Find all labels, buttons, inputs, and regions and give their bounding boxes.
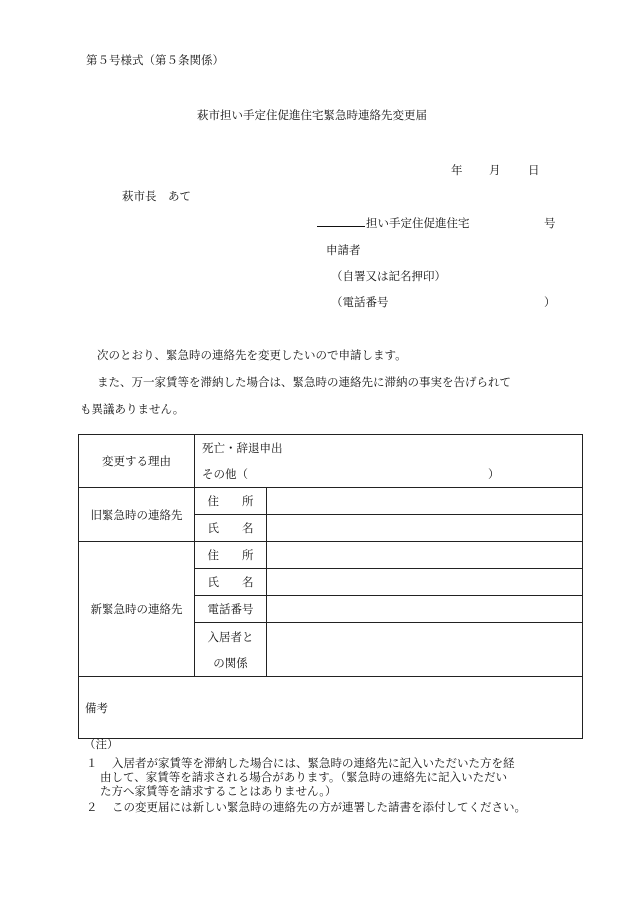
old-address-label: 住 所 xyxy=(195,488,267,515)
reason-other-close: ） xyxy=(488,467,500,481)
housing-number-blank[interactable] xyxy=(317,216,365,227)
new-relation-field[interactable] xyxy=(267,623,583,677)
contact-change-table xyxy=(78,434,583,739)
note-1-line-1: 入居者が家賃等を滞納した場合には、緊急時の連絡先に記入いただいた方を経 xyxy=(112,756,515,770)
phone-label: （電話番号 xyxy=(331,295,389,309)
new-name-field[interactable] xyxy=(267,569,583,596)
old-name-field[interactable] xyxy=(267,515,583,542)
old-name-label: 氏 名 xyxy=(195,515,267,542)
remarks-row xyxy=(79,677,583,739)
new-phone-field[interactable] xyxy=(267,596,583,623)
housing-line xyxy=(317,215,470,231)
reason-option-other[interactable] xyxy=(202,461,582,487)
new-phone-label: 電話番号 xyxy=(195,596,267,623)
paragraph-2-line-2: も異議ありません。 xyxy=(80,402,185,416)
addressee: 萩市長 あて xyxy=(122,189,191,203)
old-contact-label: 旧緊急時の連絡先 xyxy=(79,488,195,542)
date-month-label: 月 xyxy=(489,163,501,177)
note-2-line-1: この変更届には新しい緊急時の連絡先の方が連署した請書を添付してください。 xyxy=(112,800,526,814)
date-year-label: 年 xyxy=(451,163,463,177)
reason-row xyxy=(79,435,583,488)
reason-cell[interactable] xyxy=(195,435,583,488)
new-address-label: 住 所 xyxy=(195,542,267,569)
new-relation-label xyxy=(195,623,267,677)
new-name-label: 氏 名 xyxy=(195,569,267,596)
new-address-field[interactable] xyxy=(267,542,583,569)
note-1-line-3: た方へ家賃等を請求することはありません。） xyxy=(100,784,337,798)
document-title: 萩市担い手定住促進住宅緊急時連絡先変更届 xyxy=(197,108,427,122)
new-contact-address-row xyxy=(79,542,583,569)
old-address-field[interactable] xyxy=(267,488,583,515)
relation-label-line-2: の関係 xyxy=(213,655,248,670)
phone-close-paren: ） xyxy=(544,295,556,309)
housing-label: 担い手定住促進住宅 xyxy=(366,216,470,230)
reason-other-open: その他（ xyxy=(202,467,248,481)
note-1-line-2: 由して、家賃等を請求される場合があります。（緊急時の連絡先に記入いただい xyxy=(100,770,508,784)
remarks-label: 備考 xyxy=(85,700,108,715)
relation-label-line-1: 入居者と xyxy=(207,629,254,644)
new-contact-label: 新緊急時の連絡先 xyxy=(79,542,195,677)
remarks-field[interactable] xyxy=(79,677,583,739)
note-2-number: ２ xyxy=(86,800,98,814)
reason-option-death[interactable]: 死亡・辞退申出 xyxy=(202,441,283,455)
note-1-number: １ xyxy=(86,756,98,770)
paragraph-1: 次のとおり、緊急時の連絡先を変更したいので申請します。 xyxy=(97,348,407,362)
notes-heading: （注） xyxy=(84,737,119,751)
form-number: 第５号様式（第５条関係） xyxy=(86,53,224,67)
paragraph-2-line-1: また、万一家賃等を滞納した場合は、緊急時の連絡先に滞納の事実を告げられて xyxy=(97,375,511,389)
housing-number-suffix: 号 xyxy=(544,216,556,230)
old-contact-address-row xyxy=(79,488,583,515)
reason-label: 変更する理由 xyxy=(79,435,195,488)
applicant-label: 申請者 xyxy=(326,243,361,257)
date-day-label: 日 xyxy=(528,163,540,177)
signature-note: （自署又は記名押印） xyxy=(331,269,446,283)
